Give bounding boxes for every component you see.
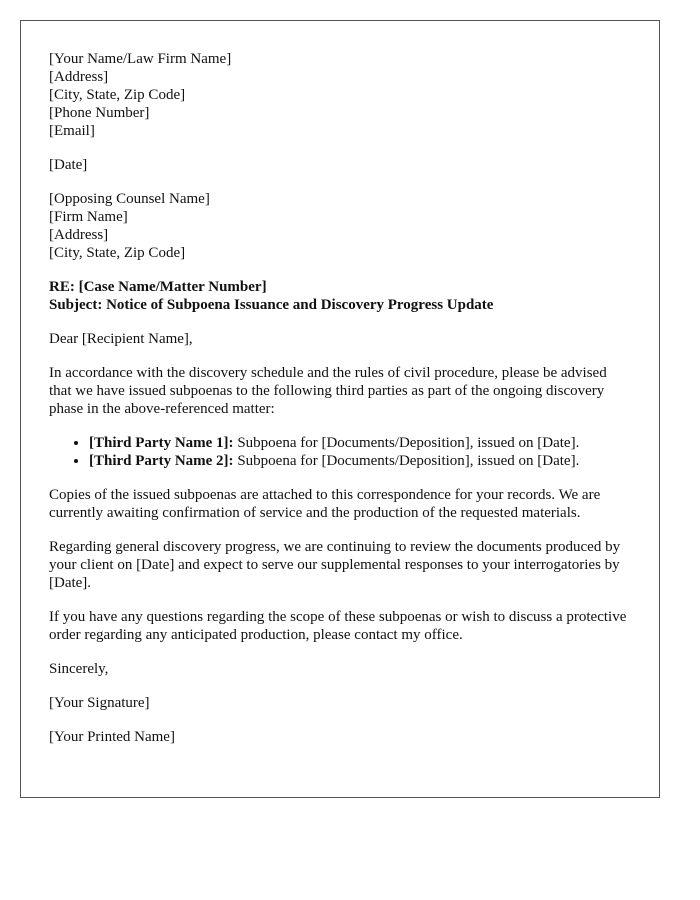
questions-paragraph: If you have any questions regarding the scope of these subpoenas or wish to discuss a protective order regarding any anticipated production, please contact my office. [49, 609, 627, 643]
recipient-city-state-zip: [City, State, Zip Code] [49, 245, 186, 261]
recipient-firm: [Firm Name] [49, 209, 128, 225]
list-item [89, 452, 631, 470]
copies-paragraph: Copies of the issued subpoenas are attached to this correspondence for your records. We are currently awaiting confirmation of service and the production of the requested materials. [49, 487, 601, 521]
closing: Sincerely, [49, 661, 109, 677]
recipient-name: [Opposing Counsel Name] [49, 191, 210, 207]
sender-phone: [Phone Number] [49, 105, 150, 121]
signature-line: [Your Signature] [49, 695, 150, 711]
sender-block [49, 50, 631, 140]
subject-line: Subject: Notice of Subpoena Issuance and Discovery Progress Update [49, 297, 494, 313]
list-item [89, 434, 631, 452]
reference-block [49, 278, 631, 314]
recipient-address: [Address] [49, 227, 109, 243]
letter-page [20, 20, 660, 798]
subpoena-list [49, 434, 631, 470]
intro-paragraph: In accordance with the discovery schedule and the rules of civil procedure, please be advised that we have issued subpoenas to the following third parties as part of the ongoing discovery phase in the above-referenced matter: [49, 365, 607, 417]
letter-date: [Date] [49, 157, 88, 173]
third-party-name: [Third Party Name 2]: [89, 453, 234, 469]
third-party-name: [Third Party Name 1]: [89, 435, 234, 451]
sender-email: [Email] [49, 123, 95, 139]
sender-address: [Address] [49, 69, 109, 85]
sender-city-state-zip: [City, State, Zip Code] [49, 87, 186, 103]
sender-name: [Your Name/Law Firm Name] [49, 51, 232, 67]
progress-paragraph: Regarding general discovery progress, we are continuing to review the documents produced by your client on [Date] and expect to serve our supplemental responses to your interrogatories by [Date]. [49, 539, 621, 591]
printed-name: [Your Printed Name] [49, 729, 175, 745]
re-line: RE: [Case Name/Matter Number] [49, 279, 267, 295]
salutation: Dear [Recipient Name], [49, 331, 193, 347]
recipient-block [49, 190, 631, 262]
date-block [49, 156, 631, 174]
subpoena-detail: Subpoena for [Documents/Deposition], issued on [Date]. [233, 435, 580, 451]
subpoena-detail: Subpoena for [Documents/Deposition], issued on [Date]. [233, 453, 580, 469]
